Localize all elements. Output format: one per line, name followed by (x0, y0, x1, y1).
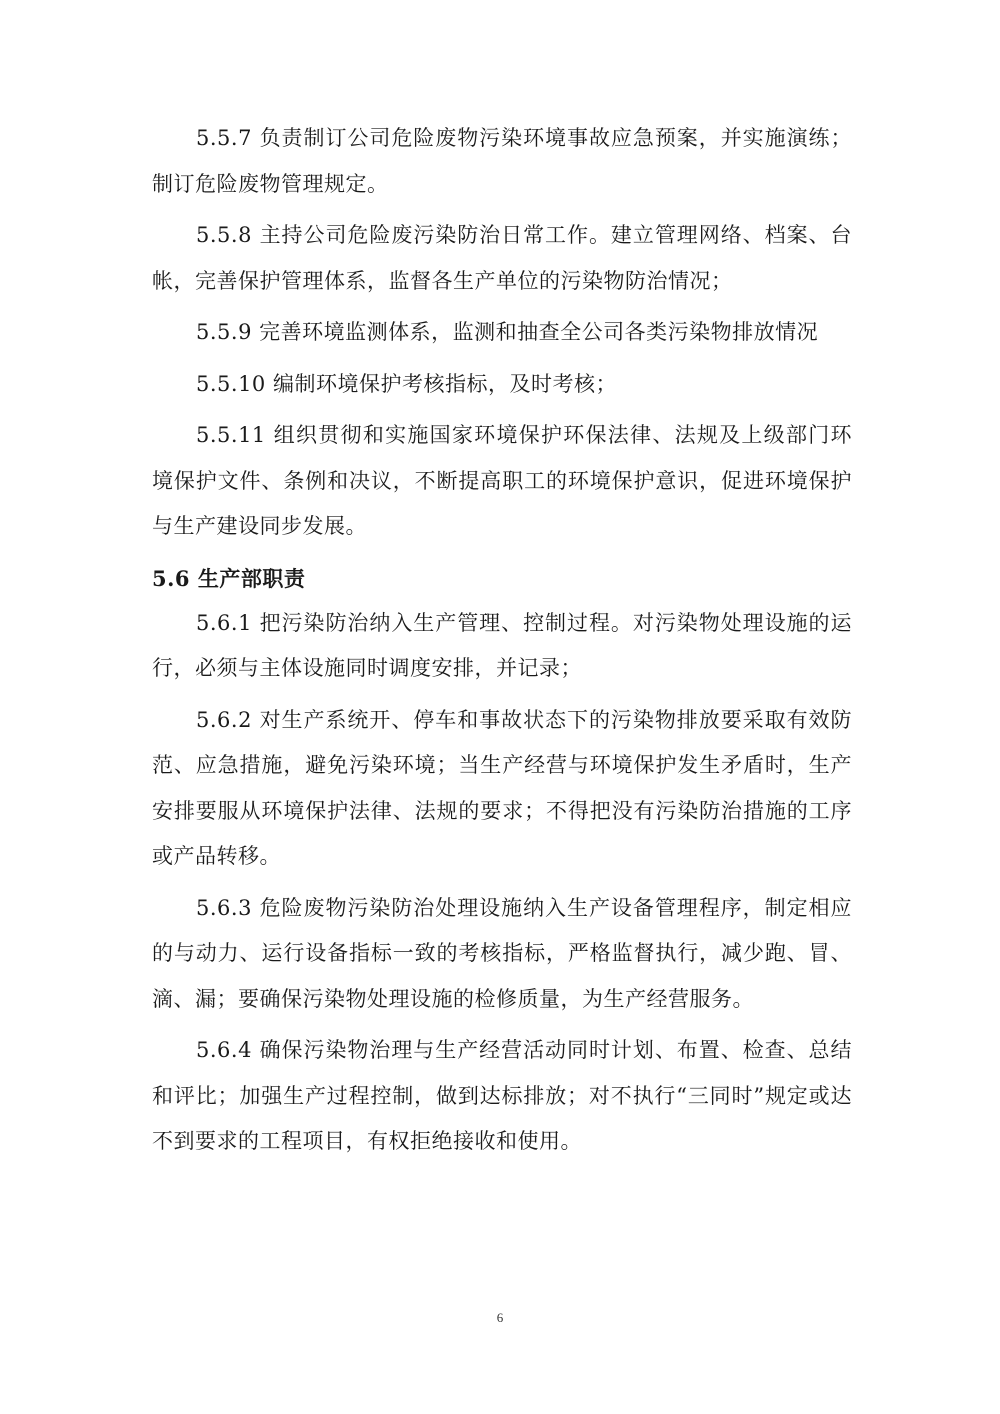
paragraph-5-6-3: 5.6.3 危险废物污染防治处理设施纳入生产设备管理程序，制定相应的与动力、运行设备指标一致的考核指标，严格监督执行，减少跑、冒、滴、漏；要确保污染物处理设施的检修质量，为生产经营服务。 (152, 895, 852, 1011)
paragraph-5-6-4: 5.6.4 确保污染物治理与生产经营活动同时计划、布置、检查、总结和评比；加强生产过程控制，做到达标排放；对不执行“三同时”规定或达不到要求的工程项目，有权拒绝接收和使用。 (152, 1038, 852, 1153)
paragraph-5-5-9: 5.5.9 完善环境监测体系，监测和抽查全公司各类污染物排放情况 (196, 320, 819, 344)
document-body (152, 116, 852, 1171)
paragraph-5-5-7: 5.5.7 负责制订公司危险废物污染环境事故应急预案，并实施演练；制订危险废物管理规定。 (152, 126, 852, 196)
page-number: 6 (496, 1310, 504, 1325)
paragraph-5-5-11: 5.5.11 组织贯彻和实施国家环境保护环保法律、法规及上级部门环境保护文件、条例和决议，不断提高职工的环境保护意识，促进环境保护与生产建设同步发展。 (152, 423, 852, 538)
paragraph-5-6-2: 5.6.2 对生产系统开、停车和事故状态下的污染物排放要采取有效防范、应急措施，避免污染环境；当生产经营与环境保护发生矛盾时，生产安排要服从环境保护法律、法规的要求；不得把没有污染防治措施的工序或产品转移。 (152, 707, 852, 868)
paragraph-5-5-8: 5.5.8 主持公司危险废污染防治日常工作。建立管理网络、档案、台帐，完善保护管理体系，监督各生产单位的污染物防治情况； (152, 223, 852, 293)
paragraph-5-6-1: 5.6.1 把污染防治纳入生产管理、控制过程。对污染物处理设施的运行，必须与主体设施同时调度安排，并记录； (152, 610, 852, 680)
paragraph-5-5-10: 5.5.10 编制环境保护考核指标，及时考核； (196, 371, 617, 396)
section-heading-5-6: 5.6 生产部职责 (152, 565, 306, 591)
